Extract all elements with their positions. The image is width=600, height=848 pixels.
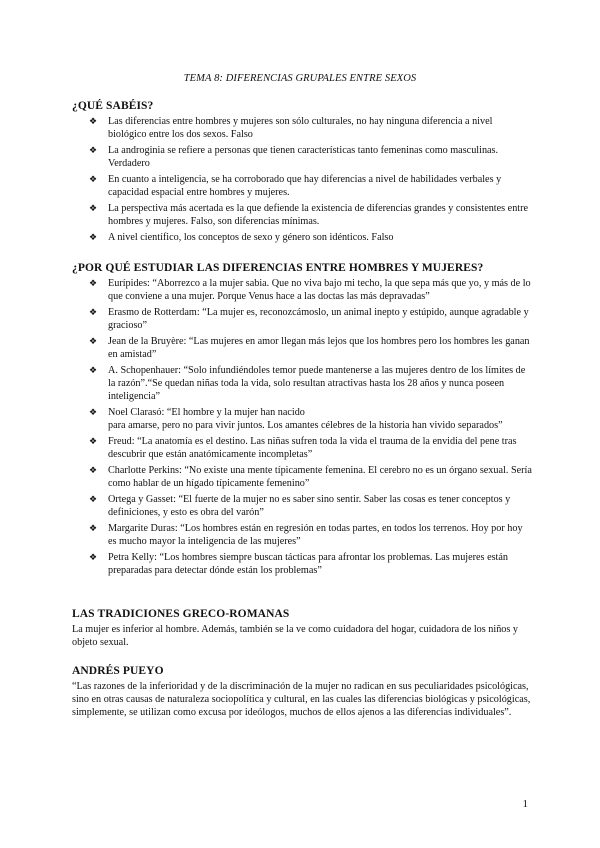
list-item: ❖ Eurípides: “Aborrezco a la mujer sabia. Que no viva bajo mi techo, la que sepa más que yo, y más de lo que conviene a una mujer. Porque Venus hace a las doctas las más depravadas” bbox=[89, 278, 531, 303]
diamond-bullet-icon: ❖ bbox=[89, 494, 98, 505]
diamond-bullet-icon: ❖ bbox=[89, 307, 98, 317]
list-item: ❖ Noel Clarasó: “El hombre y la mujer han nacido para amarse, pero no para vivir juntos. Los amantes célebres de la historia han vivido separados” bbox=[89, 407, 503, 432]
diamond-bullet-icon: ❖ bbox=[89, 523, 98, 534]
list-item: ❖ Freud: “La anatomía es el destino. Las niñas sufren toda la vida el trauma de la envidia del pene tras descubrir que están anatómicamente incompletas” bbox=[89, 436, 517, 461]
list-item: ❖ La androginia se refiere a personas que tienen características tanto femeninas como masculinas. Verdadero bbox=[89, 145, 499, 170]
diamond-bullet-icon: ❖ bbox=[89, 116, 98, 126]
section-heading: ¿QUÉ SABÉIS? bbox=[72, 100, 154, 112]
section-andres-pueyo bbox=[72, 665, 532, 720]
diamond-bullet-icon: ❖ bbox=[89, 278, 98, 288]
diamond-bullet-icon: ❖ bbox=[89, 174, 98, 184]
section-por-que-estudiar bbox=[72, 262, 532, 580]
diamond-bullet-icon: ❖ bbox=[89, 465, 98, 476]
bullet-list bbox=[72, 115, 532, 244]
diamond-bullet-icon: ❖ bbox=[89, 552, 98, 563]
list-item: ❖ Petra Kelly: “Los hombres siempre buscan tácticas para afrontar los problemas. Las mujeres están preparadas para detectar dónde están los problemas” bbox=[89, 552, 509, 577]
section-heading: ANDRÉS PUEYO bbox=[72, 665, 164, 677]
diamond-bullet-icon: ❖ bbox=[89, 145, 98, 155]
list-item: ❖ Charlotte Perkins: “No existe una mente típicamente femenina. El cerebro no es un órgano sexual. Sería como hablar de un hígado típicamente femenino” bbox=[89, 465, 532, 490]
document-title: TEMA 8: DIFERENCIAS GRUPALES ENTRE SEXOS bbox=[183, 73, 417, 84]
section-text: La mujer es inferior al hombre. Además, también se la ve como cuidadora del hogar, cuidadora de los niños y objeto sexual. bbox=[72, 624, 519, 649]
page-number: 1 bbox=[522, 798, 528, 810]
diamond-bullet-icon: ❖ bbox=[89, 336, 98, 346]
section-heading: ¿POR QUÉ ESTUDIAR LAS DIFERENCIAS ENTRE HOMBRES Y MUJERES? bbox=[72, 262, 484, 274]
list-item: ❖ La perspectiva más acertada es la que defiende la existencia de diferencias grandes y consistentes entre hombres y mujeres. Falso, son diferencias mínimas. bbox=[89, 203, 529, 228]
list-item: ❖ Jean de la Bruyère: “Las mujeres en amor llegan más lejos que los hombres pero los hombres les ganan en amistad” bbox=[89, 336, 530, 361]
section-heading: LAS TRADICIONES GRECO-ROMANAS bbox=[72, 608, 290, 620]
section-que-sabeis bbox=[72, 100, 532, 247]
diamond-bullet-icon: ❖ bbox=[89, 365, 98, 375]
list-item: ❖ Ortega y Gasset: “El fuerte de la mujer no es saber sino sentir. Saber las cosas es tener conceptos y definiciones, y esto es obra del varón” bbox=[89, 494, 511, 519]
list-item: ❖ Erasmo de Rotterdam: “La mujer es, reconozcámoslo, un animal inepto y estúpido, aunque agradable y gracioso” bbox=[89, 307, 529, 332]
diamond-bullet-icon: ❖ bbox=[89, 436, 98, 447]
list-item: ❖ Las diferencias entre hombres y mujeres son sólo culturales, no hay ninguna diferencia a nivel biológico entre los dos sexos. Falso bbox=[89, 116, 493, 141]
list-item: ❖ Margarite Duras: “Los hombres están en regresión en todas partes, en todos los terrenos. Hoy por hoy es mucho mayor la inteligencia de las mujeres” bbox=[89, 523, 523, 548]
list-item: ❖ En cuanto a inteligencia, se ha corroborado que hay diferencias a nivel de habilidades verbales y capacidad espacial entre hombres y mujeres. bbox=[89, 174, 502, 199]
list-item: ❖ A nivel científico, los conceptos de sexo y género son idénticos. Falso bbox=[89, 232, 394, 243]
list-item: ❖ A. Schopenhauer: “Solo infundiéndoles temor puede mantenerse a las mujeres dentro de los límites de la razón”.“Se quedan niñas toda la vida, solo resultan atractivas hasta los 28 años y nunca poseen inteligencia” bbox=[89, 365, 526, 403]
section-text: “Las razones de la inferioridad y de la discriminación de la mujer no radican en sus peculiaridades psicológicas, sino en otras causas de naturaleza sociopolítica y cultural, en las cuales las diferencias biológicas y psicológicas, simplemente, se utilizan como excusa por ideólogos, muchos de ellos ajenos a las diferencias individuales”. bbox=[72, 681, 531, 719]
section-tradiciones bbox=[72, 608, 532, 649]
diamond-bullet-icon: ❖ bbox=[89, 407, 98, 418]
diamond-bullet-icon: ❖ bbox=[89, 232, 98, 242]
bullet-list bbox=[72, 277, 532, 578]
diamond-bullet-icon: ❖ bbox=[89, 203, 98, 213]
